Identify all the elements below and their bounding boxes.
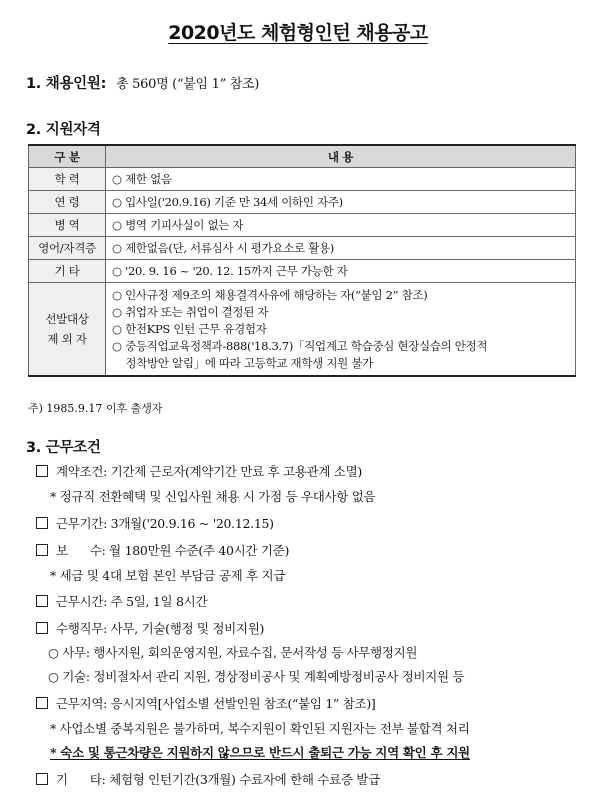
- recruitment-count-text: 총 560명 (“붙임 1” 참조): [116, 77, 260, 92]
- table-row: [29, 283, 576, 377]
- row-key: 병 역: [29, 214, 106, 237]
- page-title: 2020년도 체험형인턴 채용공고: [168, 22, 428, 44]
- list-item: 계약조건: 기간제 근로자(계약기간 만료 후 고용관계 소멸): [36, 462, 362, 480]
- row-key: 기 타: [29, 260, 106, 283]
- table-row: [29, 214, 576, 237]
- table-header-content: 내 용: [106, 145, 576, 168]
- list-item: 기 타: 체험형 인턴기간(3개월) 수료자에 한해 수료증 발급: [36, 770, 380, 788]
- row-key: 영어/자격증: [29, 237, 106, 260]
- list-item: * 숙소 및 통근차량은 지원하지 않으므로 반드시 출퇴근 가능 지역 확인 후 지원: [50, 745, 470, 760]
- list-item: 근무지역: 응시지역[사업소별 선발인원 참조(“붙임 1” 참조)]: [36, 694, 375, 712]
- checkbox-icon: [36, 622, 48, 634]
- checkbox-icon: [36, 773, 48, 785]
- list-item: 정착방안 알림」에 따라 고등학교 재학생 지원 불가: [112, 355, 373, 370]
- list-item: * 사업소별 중복지원은 불가하며, 복수지원이 확인된 지원자는 전부 불합격 처리: [50, 721, 470, 736]
- qualification-table: [28, 144, 576, 377]
- list-item: ○ 기술: 정비절차서 관리 지원, 경상정비공사 및 계획예방정비공사 정비지원 등: [48, 669, 465, 684]
- section-heading: 3. 근무조건: [26, 440, 101, 456]
- list-item: ○ 사무: 행사지원, 회의운영지원, 자료수집, 문서작성 등 사무행정지원: [48, 645, 418, 660]
- list-item: * 정규직 전환혜택 및 신입사원 채용 시 가점 등 우대사항 없음: [50, 489, 376, 504]
- table-header-category: 구 분: [29, 145, 106, 168]
- list-item: 수행직무: 사무, 기술(행정 및 정비지원): [36, 619, 264, 637]
- row-value: ○ 제한없음(단, 서류심사 시 평가요소로 활용): [106, 237, 576, 260]
- row-value: ○ 입사일('20.9.16) 기준 만 34세 이하인 자주): [106, 191, 576, 214]
- list-item: 보 수: 월 180만원 수준(주 40시간 기준): [36, 541, 289, 559]
- list-item: ○ 취업자 또는 취업이 결정된 자: [112, 304, 269, 319]
- table-row: [29, 191, 576, 214]
- checkbox-icon: [36, 595, 48, 607]
- table-row: [29, 168, 576, 191]
- list-item: * 세금 및 4대 보험 본인 부담금 공제 후 지급: [50, 568, 286, 583]
- list-item: ○ 한전KPS 인턴 근무 유경험자: [112, 321, 267, 336]
- table-footnote: 주) 1985.9.17 이후 출생자: [28, 402, 163, 415]
- table-header-row: [29, 145, 576, 168]
- row-value: ○ 제한 없음: [106, 168, 576, 191]
- section-heading: 2. 지원자격: [26, 122, 101, 138]
- row-value: [106, 283, 576, 377]
- checkbox-icon: [36, 517, 48, 529]
- row-key: 선발대상 제 외 자: [29, 283, 106, 377]
- list-item: ○ 인사규정 제9조의 채용결격사유에 해당하는 자(“붙임 2” 참조): [112, 287, 428, 302]
- list-item: ○ 중등직업교육정책과-888('18.3.7)「직업계고 학습중심 현장실습의 안정적: [112, 338, 488, 353]
- checkbox-icon: [36, 465, 48, 477]
- section-recruitment-count: [26, 72, 259, 93]
- table-row: [29, 237, 576, 260]
- row-key: 학 력: [29, 168, 106, 191]
- row-value: ○ 병역 기피사실이 없는 자: [106, 214, 576, 237]
- section-heading: 1. 채용인원:: [26, 76, 107, 92]
- row-value: ○ '20. 9. 16 ~ '20. 12. 15까지 근무 가능한 자: [106, 260, 576, 283]
- checkbox-icon: [36, 697, 48, 709]
- list-item: 근무기간: 3개월('20.9.16 ~ '20.12.15): [36, 514, 274, 532]
- row-key: 연 령: [29, 191, 106, 214]
- list-item: 근무시간: 주 5일, 1일 8시간: [36, 592, 207, 610]
- table-row: [29, 260, 576, 283]
- checkbox-icon: [36, 544, 48, 556]
